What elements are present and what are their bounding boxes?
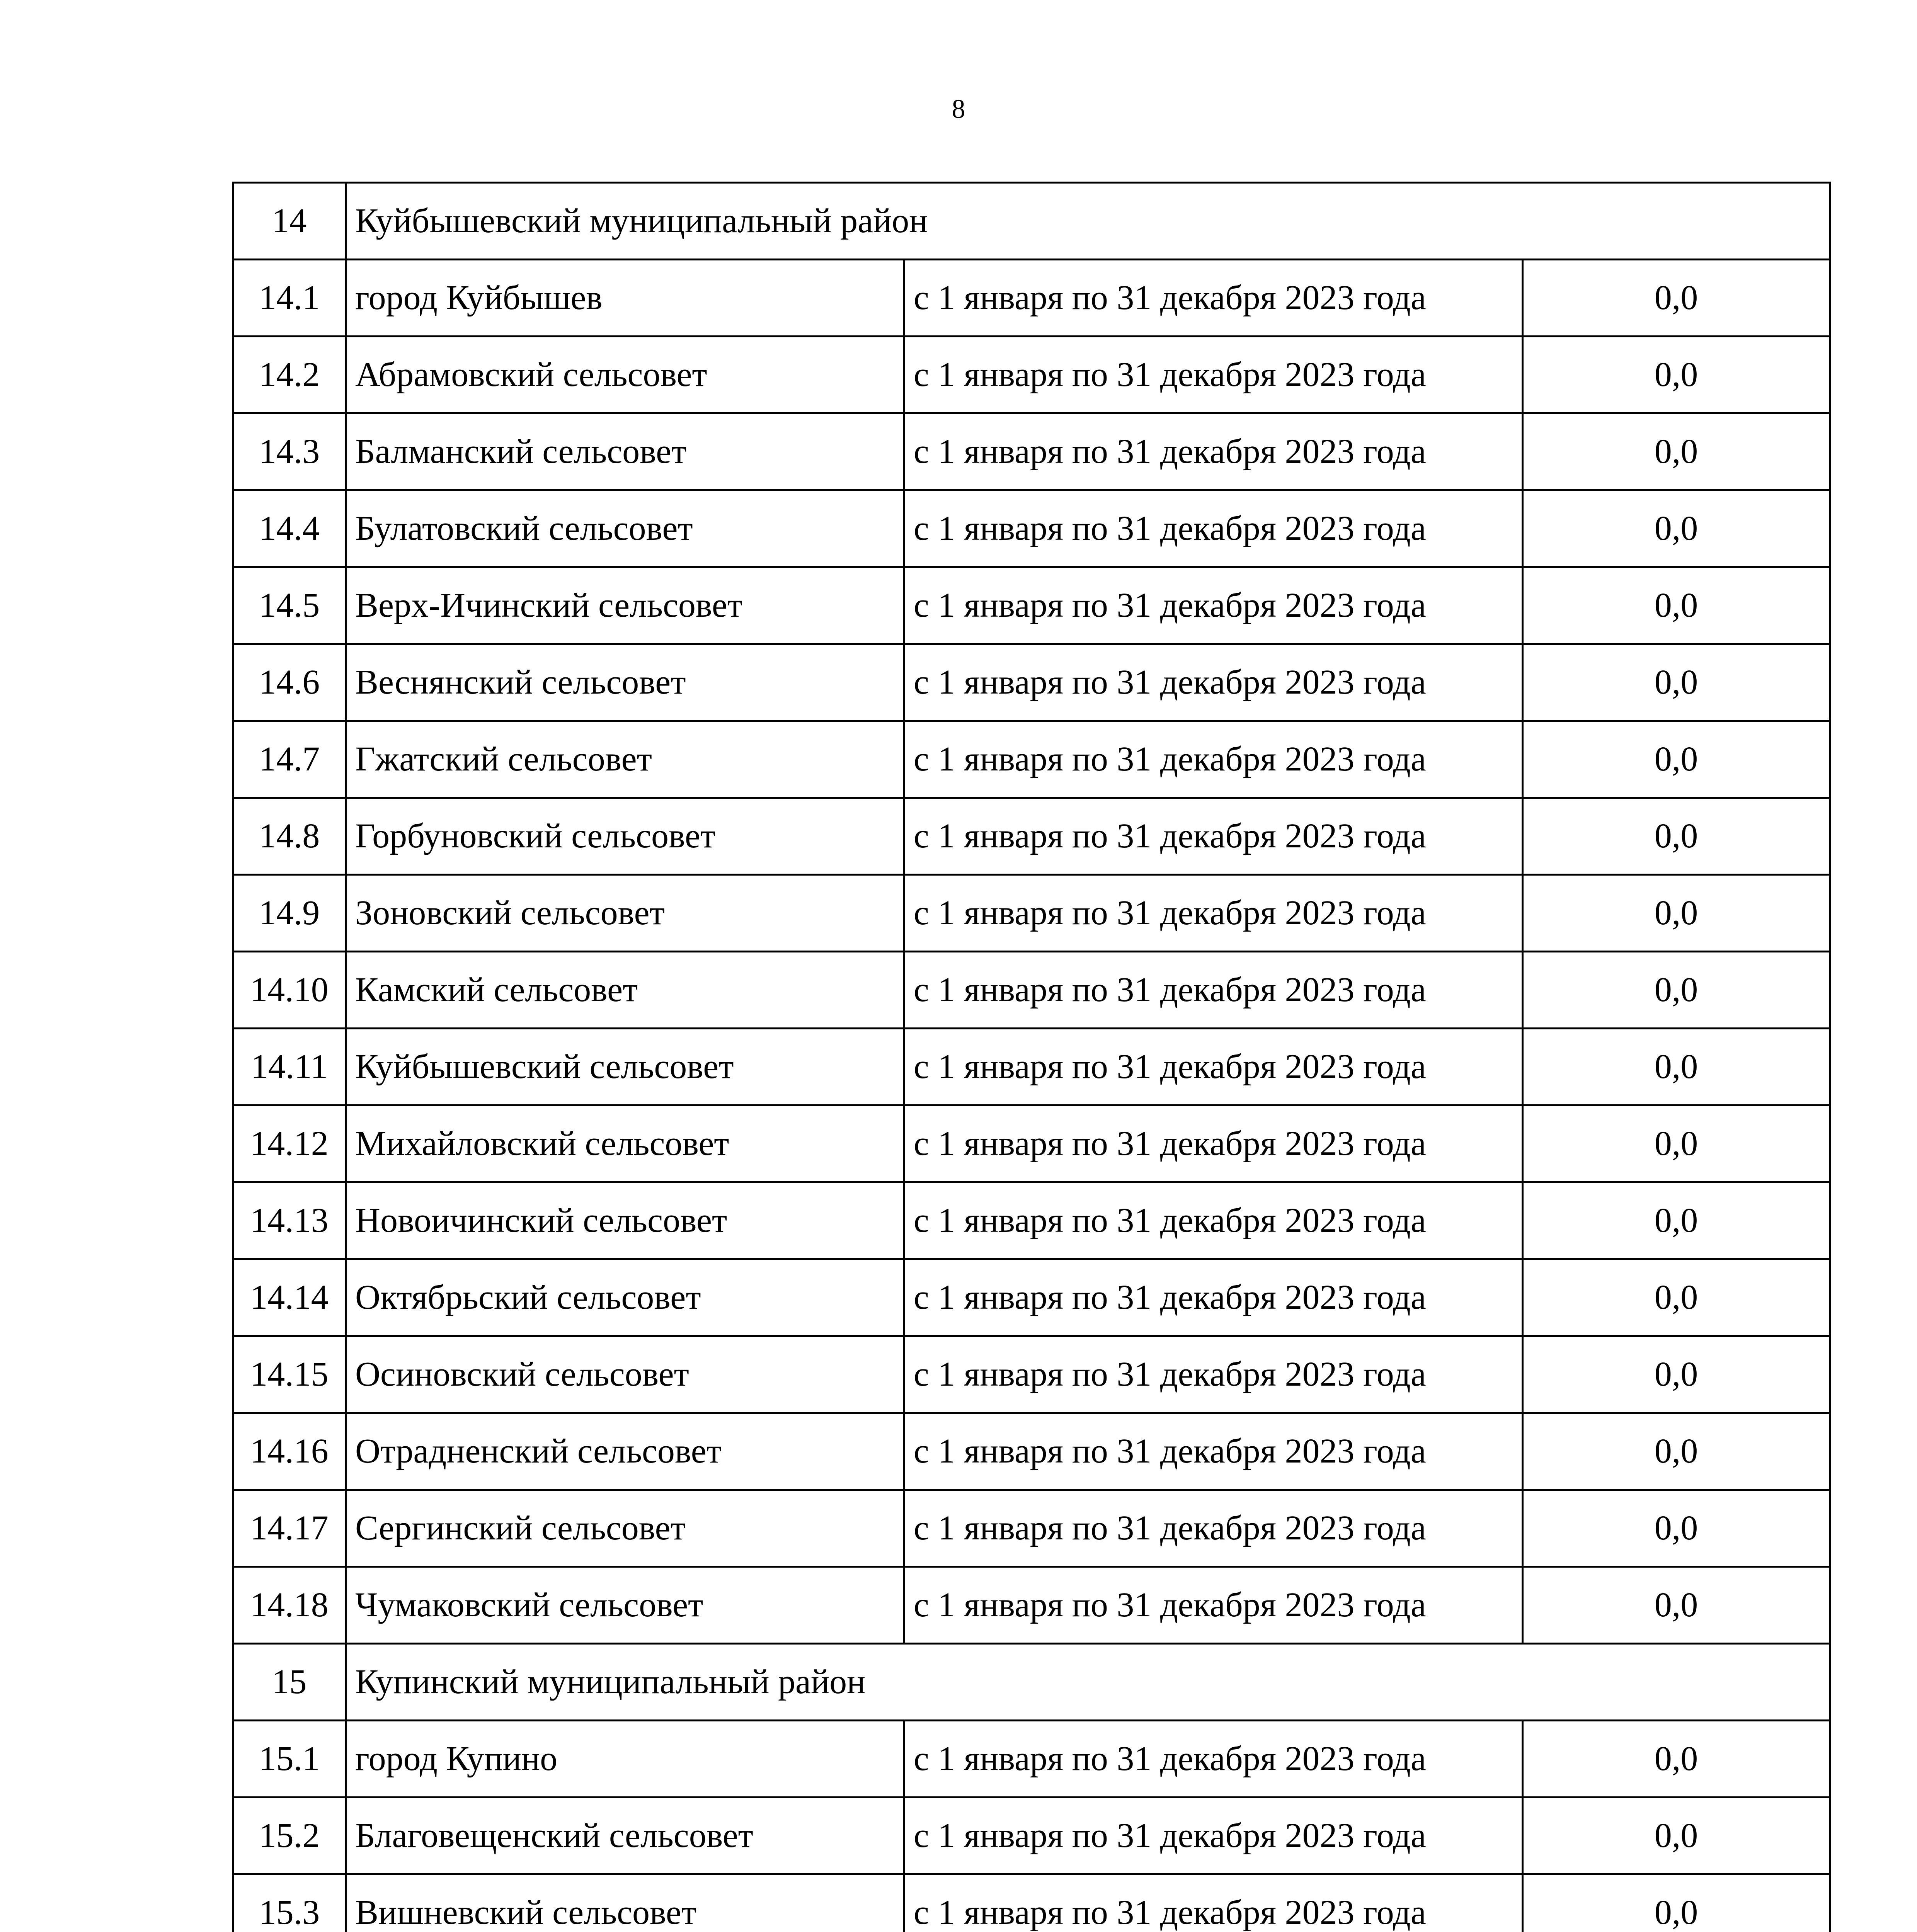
table-row: [233, 1490, 1830, 1567]
row-number: 14.14: [233, 1259, 346, 1336]
period-cell: с 1 января по 31 декабря 2023 года: [904, 1721, 1523, 1798]
row-number: 14: [233, 183, 346, 260]
value-cell: 0,0: [1523, 1721, 1830, 1798]
table-row: [233, 260, 1830, 337]
row-number: 14.11: [233, 1029, 346, 1105]
value-cell: 0,0: [1523, 567, 1830, 644]
table-row: [233, 952, 1830, 1029]
value-cell: 0,0: [1523, 1490, 1830, 1567]
table-row: [233, 1413, 1830, 1490]
value-cell: 0,0: [1523, 337, 1830, 413]
row-number: 14.3: [233, 413, 346, 490]
row-number: 14.8: [233, 798, 346, 875]
row-number: 14.9: [233, 875, 346, 952]
table-row: [233, 721, 1830, 798]
value-cell: 0,0: [1523, 952, 1830, 1029]
value-cell: 0,0: [1523, 1567, 1830, 1644]
value-cell: 0,0: [1523, 1413, 1830, 1490]
municipality-name: Булатовский сельсовет: [346, 490, 904, 567]
period-cell: с 1 января по 31 декабря 2023 года: [904, 260, 1523, 337]
value-cell: 0,0: [1523, 413, 1830, 490]
period-cell: с 1 января по 31 декабря 2023 года: [904, 644, 1523, 721]
value-cell: 0,0: [1523, 1798, 1830, 1874]
value-cell: 0,0: [1523, 1874, 1830, 1932]
period-cell: с 1 января по 31 декабря 2023 года: [904, 1413, 1523, 1490]
row-number: 14.15: [233, 1336, 346, 1413]
table-row: [233, 337, 1830, 413]
municipality-name: Осиновский сельсовет: [346, 1336, 904, 1413]
table-row: [233, 1721, 1830, 1798]
municipality-name: Михайловский сельсовет: [346, 1105, 904, 1182]
row-number: 15: [233, 1644, 346, 1721]
table-row: [233, 1182, 1830, 1259]
value-cell: 0,0: [1523, 1029, 1830, 1105]
municipality-name: Веснянский сельсовет: [346, 644, 904, 721]
municipality-name: город Купино: [346, 1721, 904, 1798]
table-row: [233, 1105, 1830, 1182]
row-number: 14.1: [233, 260, 346, 337]
district-row: [233, 1644, 1830, 1721]
district-name: Купинский муниципальный район: [346, 1644, 1830, 1721]
value-cell: 0,0: [1523, 1336, 1830, 1413]
period-cell: с 1 января по 31 декабря 2023 года: [904, 952, 1523, 1029]
period-cell: с 1 января по 31 декабря 2023 года: [904, 1874, 1523, 1932]
value-cell: 0,0: [1523, 721, 1830, 798]
municipality-name: Верх-Ичинский сельсовет: [346, 567, 904, 644]
municipality-name: Куйбышевский сельсовет: [346, 1029, 904, 1105]
period-cell: с 1 января по 31 декабря 2023 года: [904, 875, 1523, 952]
municipality-name: Новоичинский сельсовет: [346, 1182, 904, 1259]
table-row: [233, 1874, 1830, 1932]
table-row: [233, 1259, 1830, 1336]
value-cell: 0,0: [1523, 260, 1830, 337]
municipality-name: Зоновский сельсовет: [346, 875, 904, 952]
row-number: 14.16: [233, 1413, 346, 1490]
period-cell: с 1 января по 31 декабря 2023 года: [904, 1490, 1523, 1567]
value-cell: 0,0: [1523, 644, 1830, 721]
value-cell: 0,0: [1523, 1259, 1830, 1336]
row-number: 14.12: [233, 1105, 346, 1182]
period-cell: с 1 января по 31 декабря 2023 года: [904, 1259, 1523, 1336]
row-number: 15.3: [233, 1874, 346, 1932]
table-row: [233, 1567, 1830, 1644]
table-row: [233, 490, 1830, 567]
value-cell: 0,0: [1523, 1182, 1830, 1259]
table-row: [233, 1798, 1830, 1874]
table-row: [233, 798, 1830, 875]
municipality-name: Вишневский сельсовет: [346, 1874, 904, 1932]
municipality-name: Абрамовский сельсовет: [346, 337, 904, 413]
row-number: 14.5: [233, 567, 346, 644]
district-row: [233, 183, 1830, 260]
period-cell: с 1 января по 31 декабря 2023 года: [904, 337, 1523, 413]
row-number: 15.1: [233, 1721, 346, 1798]
table-row: [233, 644, 1830, 721]
period-cell: с 1 января по 31 декабря 2023 года: [904, 798, 1523, 875]
municipality-name: Гжатский сельсовет: [346, 721, 904, 798]
municipality-name: Сергинский сельсовет: [346, 1490, 904, 1567]
value-cell: 0,0: [1523, 798, 1830, 875]
municipality-name: Чумаковский сельсовет: [346, 1567, 904, 1644]
table-row: [233, 875, 1830, 952]
period-cell: с 1 января по 31 декабря 2023 года: [904, 1798, 1523, 1874]
row-number: 14.18: [233, 1567, 346, 1644]
table-body: [233, 183, 1830, 1932]
municipality-name: Горбуновский сельсовет: [346, 798, 904, 875]
period-cell: с 1 января по 31 декабря 2023 года: [904, 1105, 1523, 1182]
period-cell: с 1 января по 31 декабря 2023 года: [904, 1336, 1523, 1413]
municipality-name: Отрадненский сельсовет: [346, 1413, 904, 1490]
row-number: 14.6: [233, 644, 346, 721]
row-number: 14.13: [233, 1182, 346, 1259]
table-row: [233, 1336, 1830, 1413]
page-number: 8: [952, 94, 965, 124]
municipality-name: город Куйбышев: [346, 260, 904, 337]
municipality-name: Камский сельсовет: [346, 952, 904, 1029]
period-cell: с 1 января по 31 декабря 2023 года: [904, 413, 1523, 490]
row-number: 14.4: [233, 490, 346, 567]
row-number: 14.17: [233, 1490, 346, 1567]
value-cell: 0,0: [1523, 490, 1830, 567]
district-name: Куйбышевский муниципальный район: [346, 183, 1830, 260]
table-row: [233, 567, 1830, 644]
row-number: 14.2: [233, 337, 346, 413]
municipality-name: Балманский сельсовет: [346, 413, 904, 490]
value-cell: 0,0: [1523, 875, 1830, 952]
municipality-name: Благовещенский сельсовет: [346, 1798, 904, 1874]
table-row: [233, 1029, 1830, 1105]
row-number: 15.2: [233, 1798, 346, 1874]
value-cell: 0,0: [1523, 1105, 1830, 1182]
period-cell: с 1 января по 31 декабря 2023 года: [904, 567, 1523, 644]
period-cell: с 1 января по 31 декабря 2023 года: [904, 1029, 1523, 1105]
period-cell: с 1 января по 31 декабря 2023 года: [904, 490, 1523, 567]
municipality-name: Октябрьский сельсовет: [346, 1259, 904, 1336]
table-row: [233, 413, 1830, 490]
period-cell: с 1 января по 31 декабря 2023 года: [904, 721, 1523, 798]
period-cell: с 1 января по 31 декабря 2023 года: [904, 1182, 1523, 1259]
row-number: 14.10: [233, 952, 346, 1029]
period-cell: с 1 января по 31 декабря 2023 года: [904, 1567, 1523, 1644]
row-number: 14.7: [233, 721, 346, 798]
municipality-table: [232, 182, 1831, 1932]
